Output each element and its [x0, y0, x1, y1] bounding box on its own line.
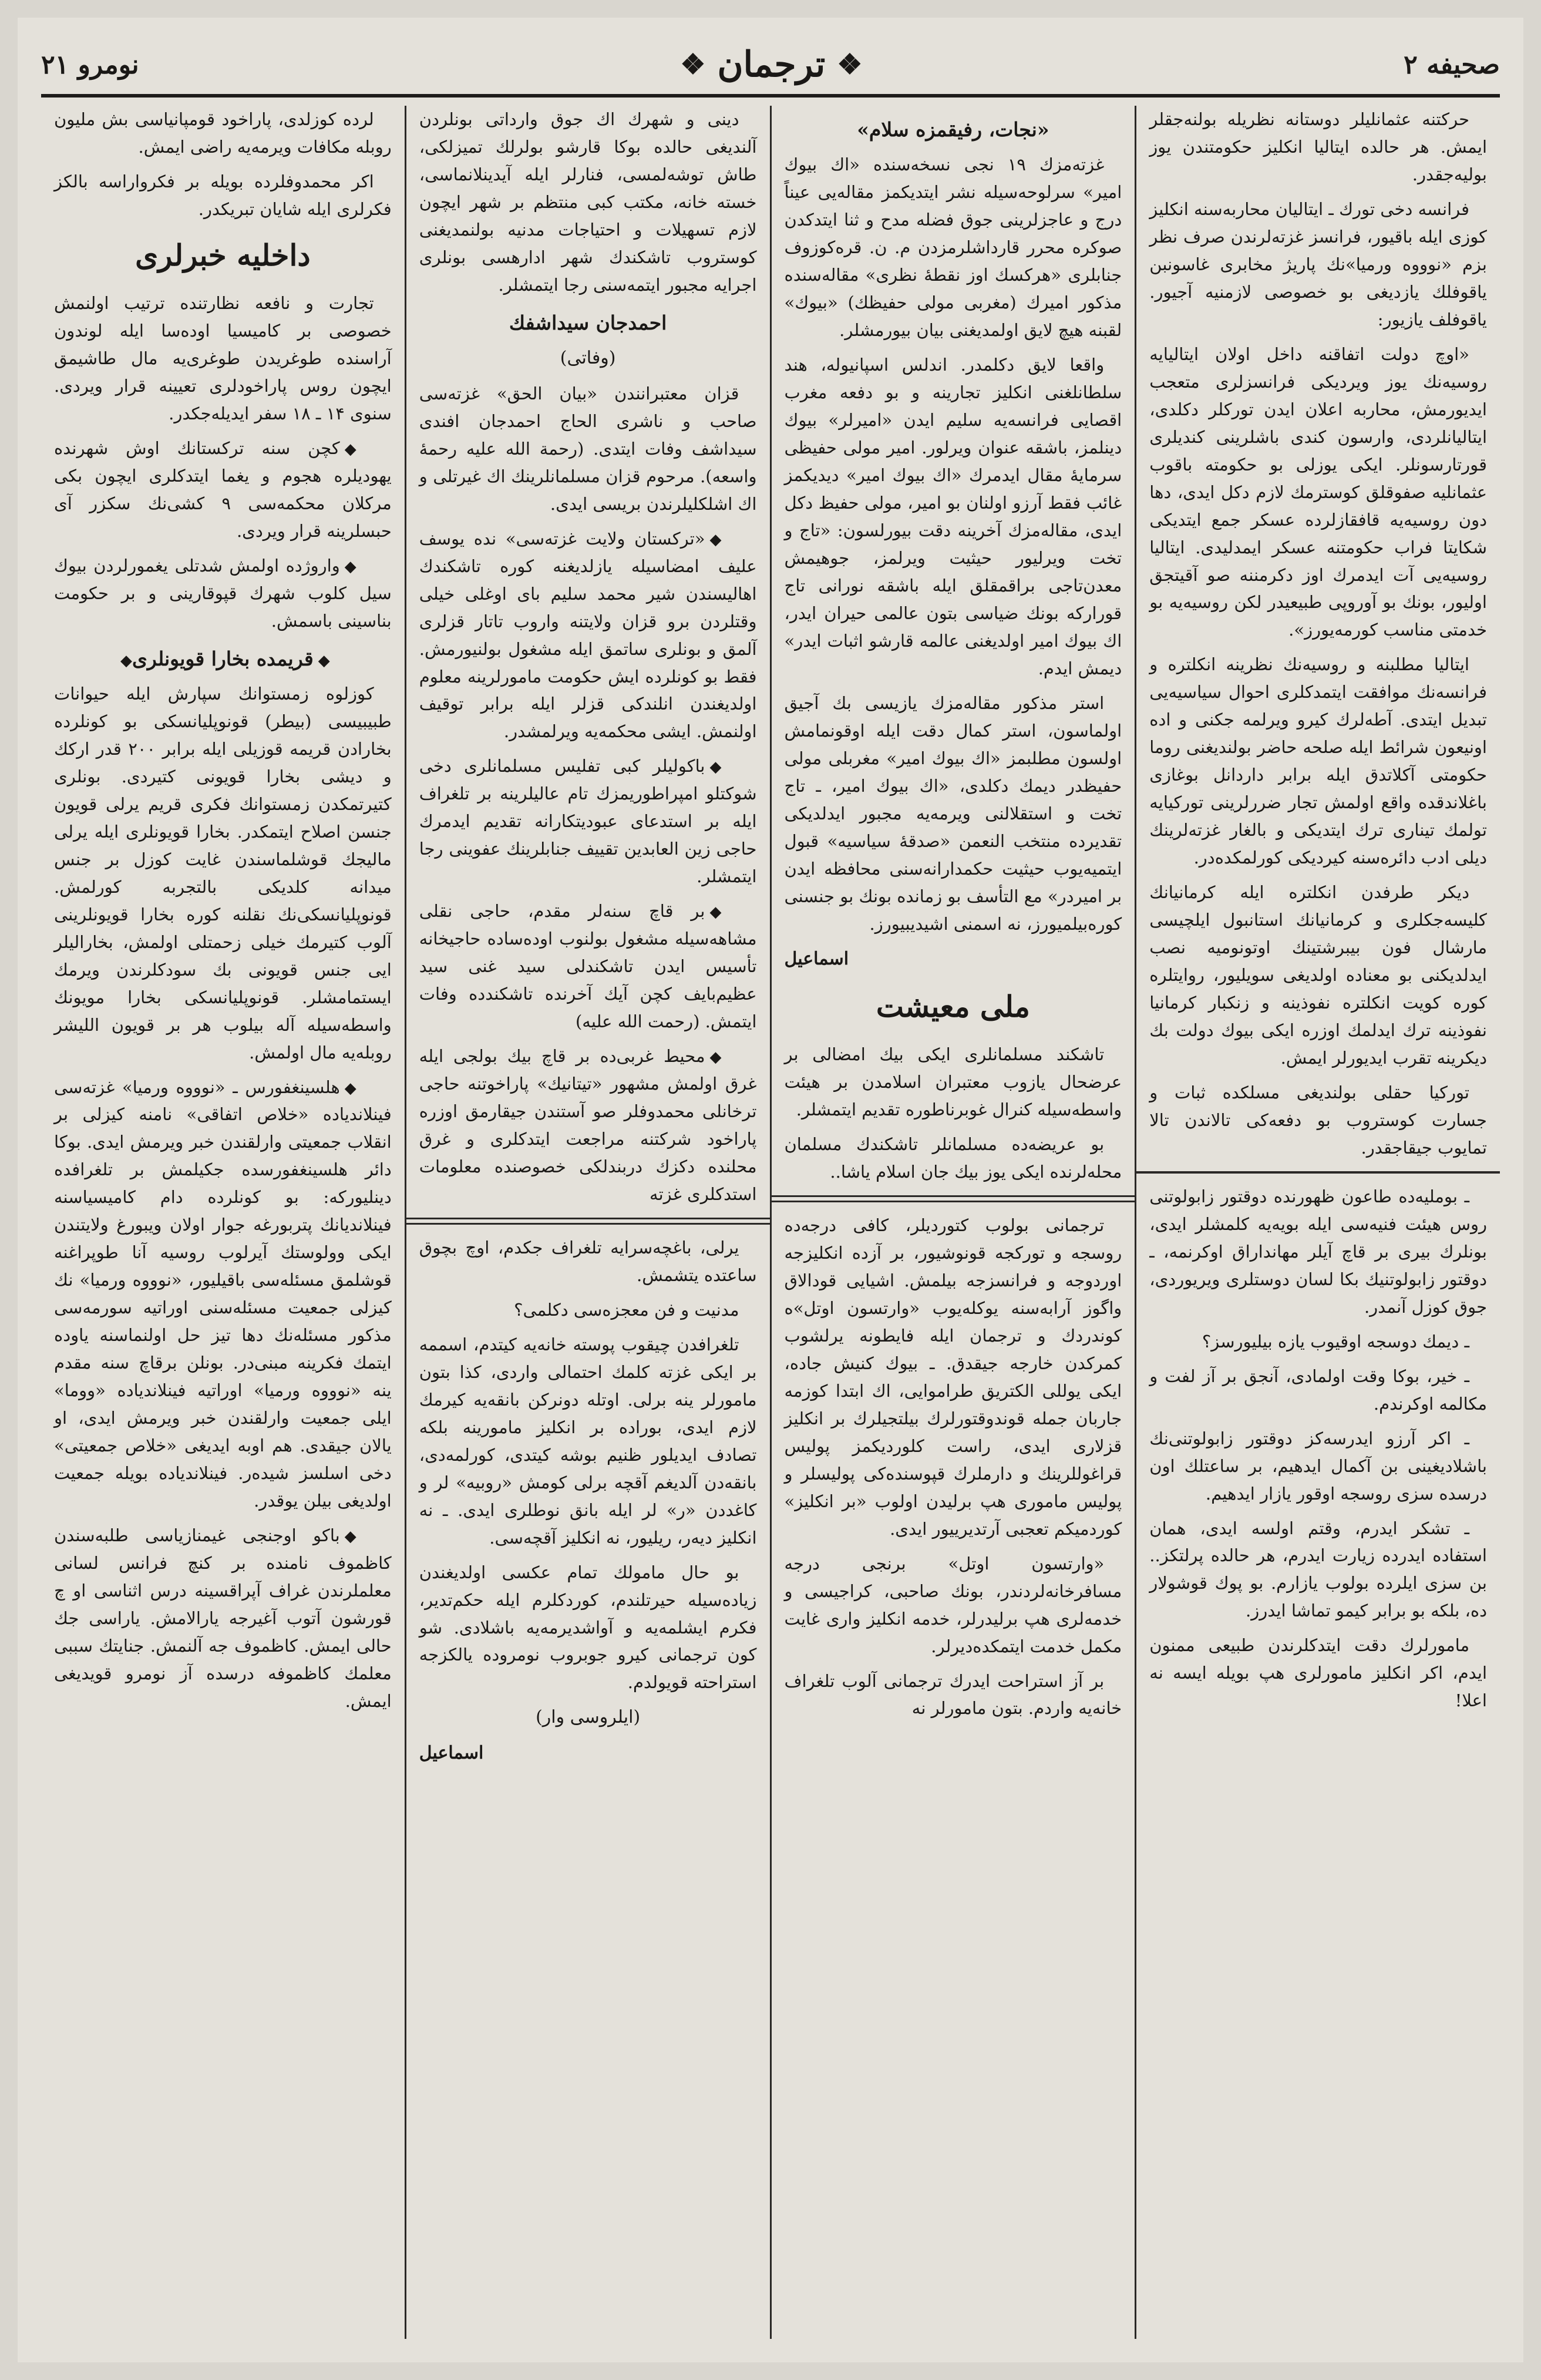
headline-ahmedjan: احمدجان سیداشفك: [509, 311, 667, 334]
column-4: [41, 106, 405, 2339]
column-3: [405, 106, 770, 2339]
col2-paragraph-4: تاشکند مسلمانلری ایکی بیك امضالی بر عرضحال یازوب معتبران اسلامدن بر هیئت واسطه‌سیله کنرال غوبرناطوره تقدیم ایتمشلر.: [784, 1044, 1122, 1120]
col4-paragraph-8: ◆باکو اوجنجی غیمنازیاسی طلبه‌سندن کاظموف نامنده بر کنچ فرانس لسانی معلملرندن غراف آپراقسینه درس اثناسی او چ قورشون آتوب آغیرجه یارالامش. یاراسی جك حالی ایمش. کاظموف جه آلنمش. جنایتك سببی معلمك کاظموفه درسده آز نومرو قویدیغی ایمش.: [54, 1525, 392, 1711]
col1-paragraph-12: مامورلرك دقت ایتدکلرندن طبیعی ممنون ایدم، اکر انکلیز مامورلری هپ بویله ایسه نه اعلا!: [1149, 1635, 1487, 1711]
section-divider: [406, 1218, 770, 1225]
col1-paragraph-8: ـ دیمك دوسجه اوقیوب یازه بیلیورسز؟: [1202, 1331, 1469, 1352]
col4-paragraph-3: تجارت و نافعه نظارتنده ترتیب اولنمش خصوصی بر کامیسیا اوده‌سا ایله لوندون آراسنده طوغریدن طوغری‌یه مال طاشیمق ایچون روس پاراخودلری تعیینه قرار ویردی. سنوی ۱۴ ـ ۱۸ سفر ایدیله‌جکدر.: [54, 293, 392, 423]
column-divider: [1136, 1171, 1500, 1174]
col1-paragraph-7: ـ بوملیه‌ده طاعون ظهورنده دوقتور زابولوتنی روس هیئت فنیه‌سی ایله بویه‌یه کلمشلر ایدی، بونلرك بیری بر قاچ آیلر مهانداراق اوکرنمه، ـ دوقتور زابولوتنیك بکا لسان دوستلری ویریوردی، جوق کوزل آنمدر.: [1149, 1186, 1487, 1317]
col3-paragraph-9: تلغرافدن چیقوب پوسته خانه‌یه کیتدم، اسممه بر ایکی غزته کلمك احتمالی واردی، کذا بتون مامورلر ینه برلی. اوتله دونرکن بانقه‌یه کیرمك لازم ایدی، بوراده بر انکلیز مامورینه بلکه تصادف ایدیلور ظنیم بوشه کیتدی، کورلمه‌دی، بانقه‌دن آلدیغم آقچه برلی کومش «روبیه» لر و کاغددن «ر» لر ایله بانق نوطلری ایدی. ـ نه انکلیز دیه‌ر، ریلیور، نه انکلیز آقچه‌سی.: [419, 1334, 757, 1548]
col1-paragraph-6: تورکیا حقلی بولندیغی مسلکده ثبات و جسارت کوستروب بو دفعه‌کی تالاندن تالا تمایوب جیقاجقدر.: [1149, 1082, 1487, 1158]
to-be-continued: (ایلروسی وار): [536, 1707, 641, 1728]
col4-paragraph-2: اکر محمدوفلرده بویله بر فکرواراسه بالکز فکرلری ایله شایان تبریکدر.: [54, 171, 392, 219]
col2-paragraph-5: بو عریضه‌ده مسلمانلر تاشکندك مسلمان محله‌لرنده ایکی یوز بیك جان اسلام یاشا..: [784, 1134, 1122, 1182]
diamond-bullet-icon: ◆: [344, 1528, 356, 1546]
columns: [41, 106, 1500, 2339]
newspaper-page: [18, 18, 1523, 2362]
column-2: [770, 106, 1135, 2339]
diamond-bullet-icon: ◆: [344, 557, 356, 576]
col4-paragraph-6: کوزلوه زمستوانك سپارش ایله حیوانات طبیبیسی (بیطر) قونوپلیانسکی بو کونلرده بخارادن قریمه قوزیلی ایله برابر ۲۰۰ قدر ارکك و دیشی بخارا قویونی کتیردی. بونلری کتیرتمکدن زمستوانك فکری قریم یرلی قویون جنسن اصلاح ایتمکدر. بخارا قویونلری ایله یرلی مالیجك قوشلماسندن غایت کوزل بر جنس میدانه کلدیکی بالتجربه کورلمش. قونوپلیانسکی‌نك نقلنه کوره بخارا قویونلرینی آلوب کتیرمك خیلی زحمتلی اولمش، بخارالیلر ایی جنس قویونی بك سودکلرندن ویرمك ایستمامشلر. قونوپلیانسکی بخارا مویونك واسطه‌سیله آله بیلوب هر بر قویون اللیشر روبله‌یه مال اولمش.: [54, 683, 392, 1063]
diamond-bullet-icon: ◆: [709, 1048, 722, 1067]
col4-paragraph-5: ◆واروژده اولمش شدتلی یغمورلردن بیوك سیل کلوب شهرك قپوقارینی و بر حکومت بناسینی باسمش.: [54, 555, 392, 631]
col3-paragraph-6: ◆محیط غربی‌ده بر قاچ بیك بولجی ایله غرق اولمش مشهور «تیتانیك» پاراخوتنه حاجی ترخانلی محمدوفلر صو آستندن جیقارمق اوزره پاراخود شرکتنه مراجعت ایتدکلری و غرق محلنده دکزك دربندلکی خصوصنده معلومات استدکلری غزته‌: [419, 1046, 757, 1204]
diamond-bullet-icon: ◆: [709, 758, 722, 776]
col3-paragraph-1: دینی و شهرك اك جوق وارداتی بونلردن آلندیغی حالده بوکا قارشو بولرلك تمیزلکی، طاش توشه‌لمسی، فنارلر ایله آیدینلانماسی، خسته خانه، مکتب کبی منتظم بر شهر ایچون لازم تسهیلات و احتیاجات مدنیه بولنمدیغنی کوستروب تاشکندك شهر ادارهسی بونلری اجرایه مجبور ایتمه‌سنی رجا ایتمشلر.: [419, 109, 757, 295]
col1-paragraph-11: ـ تشکر ایدرم، وقتم اولسه ایدی، همان استفاده ایدرده زیارت ایدرم، هر حالده پرلتکز.. بن سزی ایلرده بولوب یازارم. بو پوك قوشولار ده، بلکه بو برابر کیمو تماشا ایدرز.: [1149, 1518, 1487, 1621]
col2-paragraph-7: «وارتسون اوتل» برنجی درجه مسافرخانه‌لردندر، بونك صاحبی، کراجیسی و خدمه‌لری هپ برلیدرلر، خدمه انکلیز واری غایت مکمل خدمت ایتمکده‌دیرلر.: [784, 1553, 1122, 1656]
col2-paragraph-8: بر آز استراحت ایدرك ترجمانی آلوب تلغراف خانه‌یه واردم. بتون مامورلر نه: [784, 1670, 1122, 1719]
col2-paragraph-6: ترجمانی بولوب کتوردیلر، کافی درجه‌ده روسجه و تورکجه قونوشیور، بر آزده انکلیزجه اوردوجه و فرانسزجه بیلمش. اشیایی قودالاق واگوز آرابه‌سنه یوکله‌یوب «وارتسون اوتل»ه کوندردك و ترجمان ایله فایطونه یرلشوب کمرکدن خارجه جیقدق. ـ بیوك کنیش جاده، ایکی یوللی الکتریق طراموایی، اك ابتدا کوزمه جاربان جمله قوندوقتورلرك بیلتجیلرك بر انکلیز قزلاری ایدی، راست کلوردیکمز پولیس قراغوللرینك و دارملرك قپوسنده‌کی پولیسلر و پولیس ماموری هپ برلیدن اولوب «بر انکلیز» کوردمیکم تعجبی آرتدیرییور ایدی.: [784, 1215, 1122, 1539]
signature-ismail-2: اسماعیل: [419, 1743, 484, 1764]
column-1: [1135, 106, 1500, 2339]
subheadline-vefat: (وفاتی): [560, 348, 616, 369]
headline-qrim: ◆قریمده بخارا قویونلری◆: [54, 643, 392, 674]
col3-paragraph-7: یرلی، باغچه‌سرایه تلغراف جکدم، اوچ بچوق ساعتده یتشمش.: [419, 1237, 757, 1285]
col3-paragraph-10: بو حال مامولك تمام عکسی اولدیغندن زیاده‌سیله حیرتلندم، کوردکلرم ایله حکم‌تدیر، فکرم ایشلمه‌یه و آواشدیرمه‌یه باشلادی. شو کون ترجمانی کیرو جوبروب نومروده یالکزجه استراحته قویولدم.: [419, 1562, 757, 1693]
diamond-bullet-icon: ◆: [318, 651, 330, 670]
diamond-bullet-icon: ◆: [344, 1079, 356, 1097]
col3-paragraph-4: ◆باکولیلر کبی تفلیس مسلمانلری دخی شوکتلو امپراطوریمزك تام عالیلرینه بر تلغراف ایله بر استدعای عبودیتکارانه تقدیم ایدمرك حاجی زین العابدین تقییف جنابلرینك عفوینی رجا ایتمشلر.: [419, 756, 757, 887]
masthead: [41, 35, 1500, 98]
headline-dakhiliye: داخلیه خبرلری: [135, 237, 311, 273]
col1-paragraph-4: ایتالیا مطلبنه و روسیه‌نك نظرینه انکلتره و فرانسه‌نك موافقت ایتمدکلری احوال سیاسیه‌یی تبدیل ایتدی. آطه‌لرك کیرو ویرلمه جکنی و اده اونیعون شرائط ایله صلحه حاضر بولندیغنی روما حکومتی آکلاتدق ایله برابر داردانل بوغازی باغلاندقده واقع اولمش تجار ضررلرینی تورکیایه تولمك تیناری ترك ایتدیکی و بالغار غزته‌لرینك دیلی ادب دائره‌سنه کیردیکی کورلمکده‌در.: [1149, 654, 1487, 868]
paper-title: [680, 44, 862, 85]
col1-paragraph-3: «اوچ دولت اتفاقنه داخل اولان ایتالیایه روسیه‌نك یوز ویردیکی فرانسزلری متعجب ایدیورمش، محاربه اعلان ایدن تورکلر دکلدی، ایتالیانلردی، وارسون کندی باشلرینی کندیلری قورتارسونلر. ایکی یوزلی بو حکومته باقوب عثمانلیه صفوقلق کوسترمك لازم دکل ایدی، دها دون روسیه‌یه قافقازلرده عسکر جمع ایتدیکی شکایتا فراب حکومتنه عسکر ایمدلیدی. ایتالیا روسیه‌یی آت ایدمرك اوز دکرمننه صو آقیتجق اولیور، بونك بو آوروپی طبیعیدر لکن روسیه‌یه بو خدمتی مناسب کورمه‌یورز».: [1149, 344, 1487, 640]
col2-paragraph-1: غزته‌مزك ۱۹ نجی نسخه‌سنده «اك بیوك امیر» سرلوحه‌سیله نشر ایتدیکمز مقاله‌یی عیناً درج و عاجزلرینی جوق فضله مدح و ثنا ایتدکدن صوکره محرر قارداشلرمزدن م. ن. قره‌کوزوف جنابلری «هرکسك اوز نقطهٔ نظری» مقاله‌سنده مذکور امیرك (مغربی مولی حفیظك) «بیوك» لقبنه هیچ لایق اولمدیغنی بیان بیورمشلر.: [784, 154, 1122, 341]
col1-paragraph-10: ـ اکر آرزو ایدرسه‌کز دوقتور زابولوتنی‌نك باشلادیغینی بن آکمال ایدهیم، بر ساعتلك اون درسده سزی روسجه اوقور یازار ایدهیم.: [1149, 1428, 1487, 1504]
diamond-bullet-icon: ◆: [709, 903, 722, 922]
col1-paragraph-2: فرانسه دخی تورك ـ ایتالیان محاربه‌سنه انکلیز کوزی ایله باقیور، فرانسز غزته‌لرندن صرف نظر بزم «نوووه ورمیا»نك پاریژ مخابری غاسونبن یاقوفلك یازدیغی بو خصوصی لازمنیه آجیور. یاقوفلف یازیور:: [1149, 199, 1487, 330]
col2-paragraph-3: استر مذکور مقاله‌مزك یازیسی بك آجیق اولماسون، استر کمال دقت ایله اوقونمامش اولسون مطلبمز «اك بیوك امیر» مغربلی مولی حفیظدر دیمك دکلدی، «اك بیوك امیر، ـ تاج تخت و استقلالنی ویرمه‌یه مجبور ایدلدیکی تقدیرده منتخب النعمن «صدقهٔ سیاسیه» قبول ایتمیه‌یوب حیثیت حکمدارانه‌سنی محافظه ایدن بر امیردر» مع التأسف بو زمانده بونك بو جنسنی کوره‌بیلمیورز، نه اسمنی اشیدیبیورز.: [784, 693, 1122, 934]
col1-paragraph-9: ـ خیر، بوکا وقت اولمادی، آنجق بر آز لفت و مکالمه اوکرندم.: [1149, 1366, 1487, 1414]
col3-paragraph-2: قزان معتبرانندن «بیان الحق» غزته‌سی صاحب و ناشری الحاج احمدجان افندی سیداشف وفات ایتدی. (رحمة الله علیه رحمهٔ واسعه). مرحوم قزان مسلمانلرینك اك غیرتلی و اك اشلکلیلرندن بریسی ایدی.: [419, 383, 757, 514]
col4-paragraph-7: ◆هلسینغفورس ـ «نوووه ورمیا» غزته‌سی فینلاندیاده «خلاص اتفاقی» نامنه کیزلی بر انقلاب جمعیتی وارلقندن خبر ویرمش ایدی. بوکا دائر هلسینغفورسده جکیلمش بر تلغرافده دینلیورکه: بو کونلرده دام کامیسیاسنه فینلاندیانك پتربورغه جوار اولان ویبورغ ولایتندن ایکی وولوستك آیرلوب روسیه آنا طوپراغنه قوشلمق مسئله‌سی باقیلیور، «نوووه ورمیا» نك کیزلی جمعیت مسئله‌سنی اوراتیه سورمه‌سی مذکور مسئله‌نك دها تیز حل اولنماسنه یاوده ایتمك فکرینه مبنی‌در. بونلن برقاچ سنه مقدم ینه «نوووه ورمیا» اوراتیه فینلاندیاده «ووما» ایلی جمعیت وارلقندن خبر ویرمش ایدی، او یالان جیقدی. هم اوبه ایدیغی «خلاص جمعیتی» دخی اسلسز شیده‌ر. فینلاندیاده بویله جمعیت اولدیغی بیلن یوقدر.: [54, 1077, 392, 1511]
headline-najat: «نجات، رفیقمزه سلام»: [857, 118, 1049, 141]
diamond-bullet-icon: ◆: [120, 651, 133, 670]
col2-paragraph-2: واقعا لایق دکلمدر. اندلس اسپانیوله، هند سلطانلغنی انکلیز تجارینه و بو دفعه مغرب اقصایی فرانسه‌یه سلیم ایدن «امیرلر» بیوك دینلمز، باشقه عنوان ویرلور. امیر مولی حفیظی سرمایهٔ مقال ایدمرك «اك بیوك امیر» دیدیکمز غائب فقط آرزو اولنان بو امیر، مولی حفیظ دکل ایدی، مقاله‌مزك آخرینه دقت بیورلسون: «تاج و تخت ویرلیور حیثیت ویرلمز، جوهیمش معدن‌تاجی براقمقلق ایله باشقه نورانی تاج قورارکه بونك ضیاسی بتون عالمی حیران ایدر، اك بیوك امیر اولدیغنی عالمه قارشو اثبات ایدر» دیمش ایدم.: [784, 355, 1122, 678]
page-number: صحیفه ۲: [1404, 49, 1500, 80]
signature-ismail-1: اسماعیل: [784, 948, 849, 969]
col3-paragraph-3: ◆«ترکستان ولایت غزته‌سی» نده یوسف علیف امضاسیله یازلدیغنه کوره تاشکندك اهالیسندن شیر محمد سلیم بای اوغلی خیلی وقتلردن برو قزان ولایتنه واروب تاتار قزلری آلمق و بونلری ساتمق ایله مشغول بولنیورمش. فقط بو کونلرده ایش حکومت مامورلرینه معلوم اولدیغندن انلندکی قزلر ایله برابر توقیف اولنمش. ایشی محکمه‌یه ویرلمشدر.: [419, 528, 757, 742]
diamond-bullet-icon: ◆: [709, 530, 722, 549]
ornament-icon-right: ❖: [837, 48, 863, 81]
paper-name-text: ترجمان: [717, 44, 826, 85]
col1-paragraph-1: حرکتنه عثمانلیلر دوستانه نظریله بولنه‌جقلر ایمش. هر حالده ایتالیا انکلیز حکومتندن یوز بولیه‌جقدر.: [1149, 109, 1487, 184]
diamond-bullet-icon: ◆: [344, 440, 356, 458]
ornament-icon-left: ❖: [680, 48, 706, 81]
section-divider: [772, 1195, 1135, 1202]
col3-paragraph-5: ◆بر قاچ سنه‌لر مقدم، حاجی نقلی مشاهه‌سیله مشغول بولنوب اوده‌ساده حاجیخانه تأسیس ایدن تاشکندلی سید غنی سید عظیم‌بایف کچن آیك آخرنده تاشکندده وفات ایتمش. (رحمت الله علیه): [419, 901, 757, 1032]
issue-number: نومرو ۲۱: [41, 49, 139, 80]
col3-paragraph-8: مدنیت و فن معجزه‌سی دکلمی؟: [514, 1299, 739, 1320]
headline-milli-maishat: ملی معیشت: [876, 989, 1030, 1024]
col4-paragraph-4: ◆کچن سنه ترکستانك اوش شهرنده یهودیلره هجوم و یغما ایتدکلری ایچون بکی مرکلان محکمه‌سی ۹ کشی‌نك سکزر آی حبسلرینه قرار ویردی.: [54, 438, 392, 541]
col1-paragraph-5: دیکر طرفدن انکلتره ایله کرمانیانك کلیسه‌جکلری و کرمانیانك استانبول ایلچیسی مارشال فون بیبرشتینك اوتونومیه نصب ایدلدیکنی بو معناده اولدیغی سویلیور، روایتلره کوره کویت انکلتره نفوذینه و زنکبار کرمانیا نفوذینه ترك ایدلمك اوزره ایکی بیوك دولت بك دیکرینه تقرب ایدیورلر ایمش.: [1149, 882, 1487, 1068]
col4-paragraph-1: لرده کوزلدی، پاراخود قومپانیاسی بش ملیون روبله مکافات ویرمه‌یه راضی ایمش.: [54, 109, 392, 157]
